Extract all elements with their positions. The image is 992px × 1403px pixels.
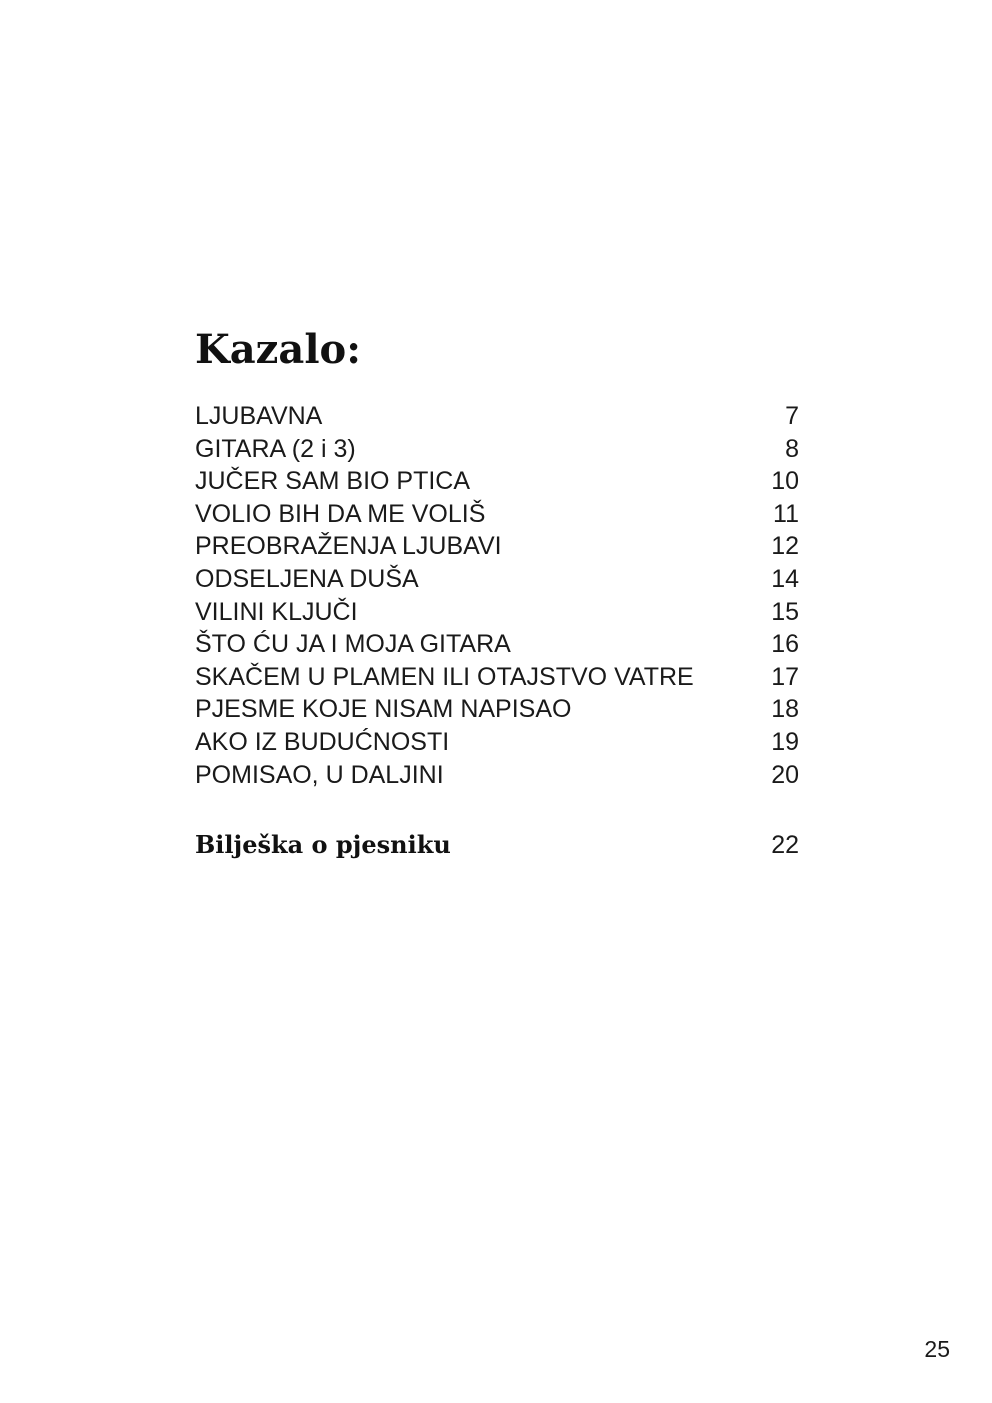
toc-entry-page: 16	[771, 630, 799, 659]
toc-entry	[195, 596, 799, 629]
author-note-page: 22	[771, 831, 799, 859]
toc-entry-title: ODSELJENA DUŠA	[195, 564, 419, 593]
toc-entry-title: PJESME KOJE NISAM NAPISAO	[195, 695, 572, 724]
toc-entry	[195, 693, 799, 726]
toc-entry-title: ŠTO ĆU JA I MOJA GITARA	[195, 630, 511, 659]
toc-entry-page: 11	[773, 499, 799, 528]
page-number: 25	[924, 1336, 950, 1362]
toc-entry-page: 10	[771, 467, 799, 496]
toc-entry	[195, 759, 799, 792]
toc-entry-page: 8	[785, 434, 799, 463]
toc-entry-page: 12	[771, 532, 799, 561]
toc-entry-page: 7	[785, 402, 799, 430]
toc-entry-title: VILINI KLJUČI	[195, 597, 358, 626]
toc-entry-page: 19	[771, 727, 799, 756]
toc-entry-page: 18	[771, 695, 799, 724]
toc-entry	[195, 498, 799, 531]
toc-entry-title: GITARA (2 i 3)	[195, 434, 356, 463]
toc-entry-title: VOLIO BIH DA ME VOLIŠ	[195, 499, 486, 528]
toc-entry-title: SKAČEM U PLAMEN ILI OTAJSTVO VATRE	[195, 662, 694, 691]
toc-entry-page: 15	[771, 597, 799, 626]
toc-entry	[195, 628, 799, 661]
toc-entry	[195, 433, 799, 466]
toc-entry	[195, 563, 799, 596]
toc-entry-page: 20	[771, 760, 799, 789]
author-note-title: Bilješka o pjesniku	[195, 830, 451, 859]
toc-entry	[195, 530, 799, 563]
toc-entry-title: LJUBAVNA	[195, 402, 323, 430]
toc-entry-title: JUČER SAM BIO PTICA	[195, 467, 471, 496]
toc-entry-page: 17	[771, 662, 799, 691]
toc-entry-page: 14	[771, 564, 799, 593]
toc-entry	[195, 661, 799, 694]
toc-entry	[195, 465, 799, 498]
toc-entry	[195, 726, 799, 759]
toc-entry-author-note	[195, 828, 799, 862]
page-title: Kazalo:	[195, 326, 361, 373]
table-of-contents	[195, 400, 799, 791]
toc-entry	[195, 400, 799, 433]
toc-entry-title: AKO IZ BUDUĆNOSTI	[195, 727, 450, 756]
toc-entry-title: PREOBRAŽENJA LJUBAVI	[195, 532, 502, 561]
toc-entry-title: POMISAO, U DALJINI	[195, 760, 444, 789]
